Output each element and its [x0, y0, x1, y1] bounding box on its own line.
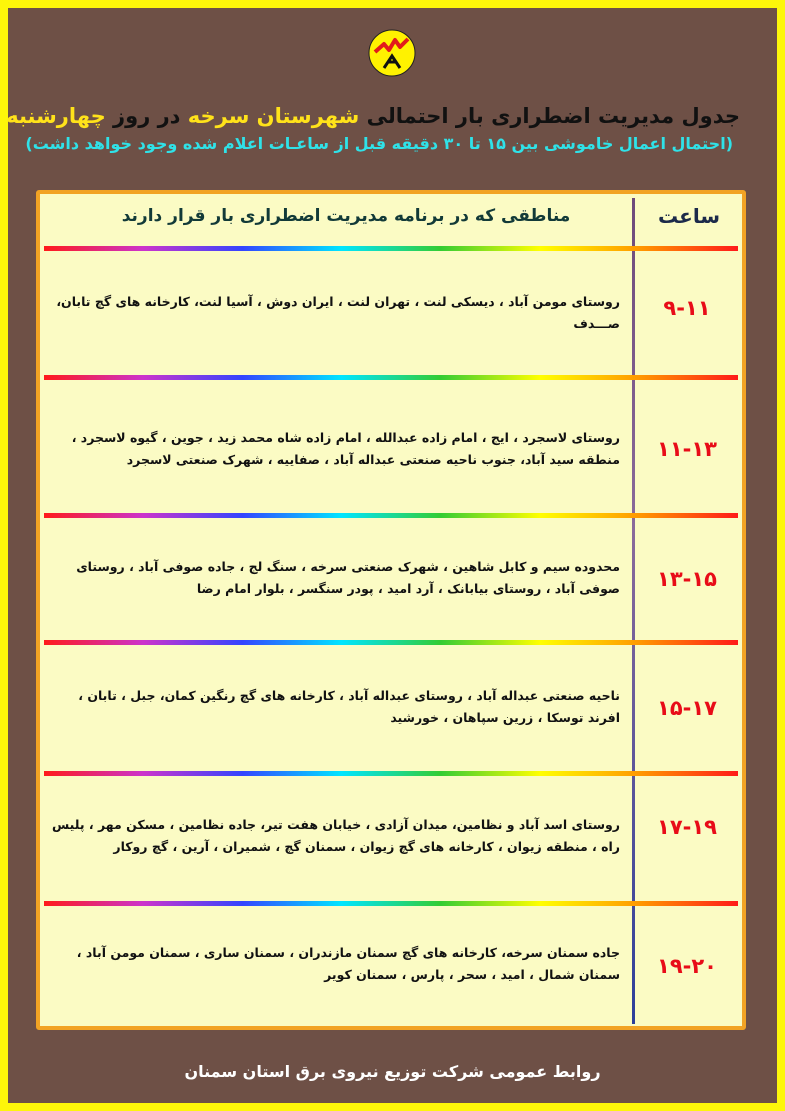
- title-city: شهرستان سرخه: [187, 104, 360, 128]
- row-time: ۱۹-۲۰: [657, 954, 717, 978]
- header-areas: مناطقی که در برنامه مدیریت اضطراری بار قرار دارند: [121, 206, 571, 226]
- row-time: ۱۳-۱۵: [657, 567, 717, 591]
- row-time: ۹-۱۱: [663, 296, 711, 320]
- row-time: ۱۱-۱۳: [657, 437, 717, 461]
- outage-note: (احتمال اعمال خاموشی بین ۱۵ تا ۳۰ دقیقه قبل از ساعـات اعلام شده وجود خواهد داشت): [25, 134, 733, 153]
- row-time: ۱۷-۱۹: [657, 815, 717, 839]
- row-areas: محدوده سیم و کابل شاهین ، شهرک صنعتی سرخه ، سنگ لج ، جاده صوفی آباد ، روستای صوفی آباد ، روستای بیابانک ، آرد امید ، پودر سنگسر ، بلوار امام رضا: [76, 559, 620, 596]
- title-day: چهارشنبه: [6, 104, 106, 128]
- title-mid: در روز: [113, 104, 181, 128]
- title-prefix: جدول مدیریت اضطراری بار احتمالی: [366, 104, 740, 128]
- row-areas: روستای لاسجرد ، ایج ، امام زاده عبدالله ، امام زاده شاه محمد زید ، جوین ، گیوه لاسجرد ، منطقه سید آباد، جنوب ناحیه صنعتی عبداله آباد ، صفاییه ، شهرک صنعتی لاسجرد: [71, 430, 620, 467]
- rainbow-divider: [44, 640, 738, 645]
- header-time: ساعت: [657, 204, 720, 228]
- rainbow-divider: [44, 375, 738, 380]
- row-areas: جاده سمنان سرخه، کارخانه های گچ سمنان مازندران ، سمنان ساری ، سمنان مومن آباد ، سمنان شمال ، امید ، سحر ، پارس ، سمنان کویر: [76, 945, 620, 982]
- rainbow-divider: [44, 901, 738, 906]
- row-areas: روستای اسد آباد و نظامین، میدان آزادی ، خیابان هفت تیر، جاده نظامین ، مسکن مهر ، پلیس راه ، منطقه زیوان ، کارخانه های گچ زیوان ، سمنان گچ ، شمیران ، آرین ، گچ روکار: [52, 817, 620, 854]
- electric-company-logo: [367, 28, 417, 78]
- rainbow-divider: [44, 513, 738, 518]
- rainbow-divider: [44, 771, 738, 776]
- footer-credit: روابط عمومی شرکت توزیع نیروی برق استان سمنان: [184, 1062, 601, 1081]
- row-areas: روستای مومن آباد ، دیسکی لنت ، تهران لنت ، ایران دوش ، آسیا لنت، کارخانه های گچ تابان، صـــدف: [56, 294, 620, 331]
- row-areas: ناحیه صنعتی عبداله آباد ، روستای عبداله آباد ، کارخانه های گچ رنگین کمان، جبل ، تابان ، افرند توسکا ، زرین سپاهان ، خورشید: [78, 688, 620, 725]
- schedule-table: [36, 190, 746, 1030]
- rainbow-divider: [44, 246, 738, 251]
- page-title: [6, 102, 740, 130]
- row-time: ۱۵-۱۷: [657, 696, 717, 720]
